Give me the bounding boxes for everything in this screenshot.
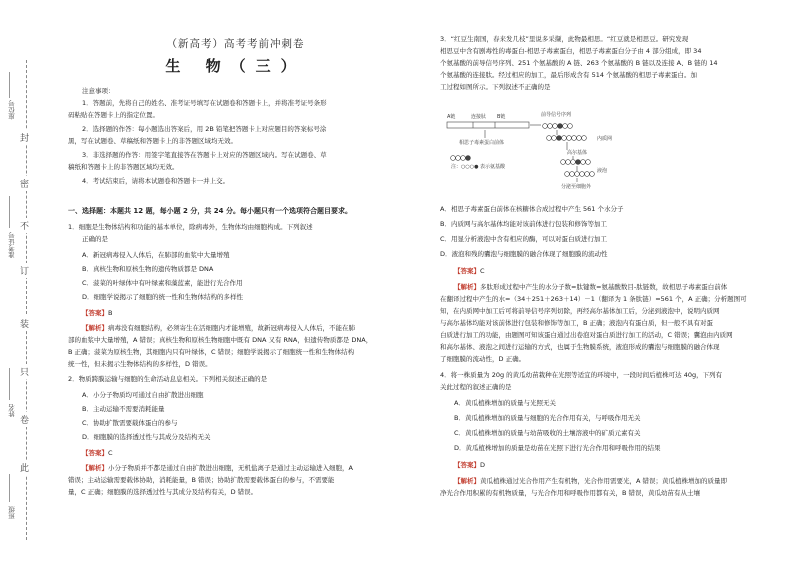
q3-option-d: D．液泡和残的囊泡与细胞膜的融合体现了细胞膜的流动性	[440, 250, 608, 258]
analysis-label: 【解析】	[454, 477, 480, 485]
q1-option-a: A．新冠病毒侵入人体后，在肺部的血浆中大量增殖	[82, 251, 230, 259]
q1-stem-line: 1．细胞是生物体结构和功能的基本单位，除病毒外，生物体均由细胞构成。下列叙述	[68, 223, 313, 231]
class-blank	[9, 474, 10, 502]
notes-title: 注意事项：	[82, 87, 115, 95]
binding-char-only: 只	[20, 364, 29, 379]
answer-label: 【答案】	[82, 449, 108, 457]
q3-processing-diagram	[445, 110, 645, 192]
label-precursor: 相思子毒素蛋白前体	[459, 140, 505, 146]
analysis-text: 小分子物质并不都是通过自由扩散进出细胞，无机盐离子是通过主动运输进入细胞，A	[108, 464, 353, 472]
q1-analysis-line: 统一性，但未揭示生物体结构的多样性，D 错误。	[68, 360, 212, 368]
q1-answer	[68, 308, 112, 320]
binding-char-secret: 密	[20, 176, 29, 191]
q3-option-b: B．内质网与高尔基体均能对该前体进行包装和修饰等加工	[440, 220, 607, 228]
admission-number-blank	[9, 196, 10, 228]
q2-option-b: B．主动运输不需要消耗能量	[82, 405, 165, 413]
q4-analysis-line: 净光合作用积累的有机物质量，与光合作用和呼吸作用都有关，B 错误，黄瓜幼苗有从土壤	[440, 489, 701, 497]
q1-analysis-line	[68, 323, 355, 335]
note-line: 稿纸和答题卡上的非答题区域均无效。	[68, 163, 179, 171]
note-line: 4．考试结束后，请将本试题卷和答题卡一并上交。	[82, 177, 230, 185]
q2-option-d: D．细胞膜的选择透过性与其成分及结构无关	[82, 433, 211, 441]
note-line: 码粘贴在答题卡上的指定位置。	[68, 111, 159, 119]
label-leader-seq: 前导信号序列	[541, 112, 572, 118]
label-vacuole: 液泡	[597, 168, 608, 174]
amino-acid-circle	[543, 124, 548, 129]
q4-answer	[440, 460, 485, 472]
label-a-chain: A链	[447, 114, 456, 120]
q1-option-c: C．菠菜的叶绿体中有叶绿素和藻蓝素，能进行光合作用	[82, 279, 243, 287]
diagram-legend: 注：○○○● 表示氨基酸	[451, 164, 506, 170]
q2-analysis-line: 错误；主动运输需要载体协助，消耗能量，B 错误；协助扩散需要载体蛋白的参与，不需要能	[68, 476, 335, 484]
label-er: 内质网	[597, 136, 613, 142]
subject-title: 生 物（三）	[165, 57, 306, 75]
label-b-chain: B链	[497, 114, 506, 120]
analysis-label: 【解析】	[82, 324, 108, 332]
q1-analysis-line: B 正确；菠菜为原核生物，其细胞内只有叶绿体，C 错误；细胞学说揭示了细胞统一性和生物体结构	[68, 348, 355, 356]
binding-char-order: 订	[20, 263, 29, 278]
q3-analysis-line: 在翻译过程中产生的水=（34＋251＋263＋14）－1（翻译为 1 条肽链）=561 个，A 正确；分析题图可	[440, 295, 747, 303]
q3-analysis-line: 了细胞膜的流动性，D 正确。	[440, 355, 526, 363]
q3-analysis-line: 白质进行加工的功能，由题图可知该蛋白通过出卷泡对蛋白质进行加工的活动，C 错误；囊泡由内质网	[440, 331, 733, 339]
q3-stem-line: 工过程如图所示。下列叙述不正确的是	[440, 83, 551, 91]
note-line: 3．非选择题的作答：用签字笔直接答在答题卡上对应的答题区域内。写在试题卷、草	[82, 151, 327, 159]
answer-value: D	[480, 461, 486, 469]
analysis-label: 【解析】	[82, 464, 108, 472]
q2-answer	[68, 448, 113, 460]
q2-stem: 2．物质跨膜运输与细胞的生命活动息息相关。下列相关叙述正确的是	[68, 375, 268, 383]
label-secretion: 分泌至细胞外	[561, 184, 592, 190]
q3-analysis-line: 和高尔基体、液泡之间进行运输的方式，也属于生物膜系统，液泡形成的囊泡与细胞膜的融合体现	[440, 343, 720, 351]
q3-option-c: C．用显分析液泡中含有相应的酶，可以对蛋白质进行加工	[440, 235, 608, 243]
q4-option-b: B．黄瓜植株增加的质量与细胞的光合作用有关，与呼吸作用无关	[454, 414, 641, 422]
answer-value: C	[108, 449, 113, 457]
seat-number-label: 座位号	[8, 100, 16, 120]
class-label: 班级	[8, 506, 16, 519]
label-linker: 连接肽	[471, 114, 487, 120]
binding-char-seal: 封	[20, 130, 29, 145]
exam-header: （新高考）高考考前冲刺卷	[166, 38, 305, 50]
q3-stem-line: 相思豆中含有剧毒性的毒蛋白-相思子毒素蛋白，相思子毒素蛋白分子由 4 部分组成，即 34	[440, 47, 702, 55]
analysis-label: 【解析】	[454, 283, 480, 291]
name-label: 姓名	[8, 404, 16, 417]
q3-analysis-line: 知，在内质网中加工后可将前导信号序列切除，再经高尔基体加工后，分泌到液泡中，说明内质网	[440, 307, 720, 315]
q1-option-b: B．真核生物和原核生物的遗传物质都是 DNA	[82, 265, 214, 273]
note-line: 1．答题前，先将自己的姓名、准考证号填写在试题卷和答题卡上，并将准考证号条形	[82, 99, 327, 107]
q3-analysis-line: 与高尔基体均能对该前体进行包装和修饰等加工，B 正确；液泡内有蛋白质，但一般不具有对蛋	[440, 319, 714, 327]
q3-answer	[440, 266, 485, 278]
q3-stem-line: 个氨基酸的连接肽。经过相应的加工，最后形成含有 514 个氨基酸的相思子毒素蛋白。加	[440, 71, 698, 79]
analysis-text: 多肽形成过程中产生的水分子数=肽键数=氨基酸数目-肽链数，故相思子毒素蛋白前体	[480, 283, 728, 291]
q2-option-a: A．小分子物质均可通过自由扩散进出细胞	[82, 391, 204, 399]
q1-option-d: D．细胞学说揭示了细胞的统一性和生物体结构的多样性	[82, 293, 244, 301]
q3-stem-line: 个氨基酸的前导信号序列、251 个氨基酸的 A 链、263 个氨基酸的 B 链以及连接 A、B 链的 14	[440, 59, 718, 67]
name-blank	[9, 368, 10, 400]
note-line: 2．选择题的作答：每小题选出答案后，用 2B 铅笔把答题卡上对应题目的答案标号涂	[82, 125, 327, 133]
seat-number-blank	[9, 72, 10, 98]
binding-char-this: 此	[20, 460, 29, 475]
analysis-text: 病毒没有细胞结构，必须寄生在活细胞内才能增殖，故新冠病毒侵入人体后，不能在肺	[108, 324, 355, 332]
q3-analysis-line	[440, 282, 727, 294]
q3-stem-line: 3．“红豆生南国，春来发几枝”里说多采撷，此物最相思。“红豆就是相思豆。研究发现	[440, 35, 689, 43]
answer-value: B	[108, 309, 113, 317]
q2-option-c: C．协助扩散需要载体蛋白的参与	[82, 419, 178, 427]
q2-analysis-line	[68, 463, 353, 475]
q4-option-a: A．黄瓜植株增加的质量与光照无关	[454, 399, 556, 407]
precursor-bar	[447, 122, 529, 128]
binding-char-bind: 装	[20, 316, 29, 331]
answer-value: C	[480, 267, 485, 275]
note-line: 黑，写在试题卷、草稿纸和答题卡上的非答题区域均无效。	[68, 137, 237, 145]
label-golgi: 高尔基体	[567, 150, 588, 156]
q4-option-d: D．黄瓜植株增加的质量是幼苗在光照下进行光合作用和呼吸作用的结果	[454, 444, 661, 452]
q4-stem-line: 关此过程的叙述正确的是	[440, 383, 512, 391]
q1-stem-line: 正确的是	[82, 235, 108, 243]
admission-number-label: 准考证号	[8, 232, 16, 258]
answer-label: 【答案】	[82, 309, 108, 317]
analysis-text: 黄瓜植株通过光合作用产生有机物，光合作用需要光，A 错误；黄瓜植株增加的质量即	[480, 477, 728, 485]
q3-option-a: A．相思子毒素蛋白前体在核糖体合成过程中产生 561 个水分子	[440, 205, 624, 213]
binding-char-volume: 卷	[20, 412, 29, 427]
q1-analysis-line: 部的血浆中大量增殖，A 错误；真核生物和原核生物细胞中既有 DNA 又有 RNA，但遗传物质都是 DNA，	[68, 336, 373, 344]
q2-analysis-line: 量，C 正确；细胞膜的选择透过性与其成分及结构有关，D 错误。	[68, 488, 258, 496]
q4-option-c: C．黄瓜植株增加的质量与幼苗吸收的土壤溶液中的矿质元素有关	[454, 429, 641, 437]
q4-analysis-line	[440, 476, 727, 488]
q4-stem-line: 4．将一株质量为 20g 的黄瓜幼苗栽种在光照等适宜的环境中，一段时间后植株可达 40g，下列有	[440, 371, 723, 379]
answer-label: 【答案】	[454, 267, 480, 275]
binding-margin	[0, 0, 40, 562]
binding-char-not: 不	[20, 218, 29, 233]
section-heading: 一、选择题：本题共 12 题，每小题 2 分，共 24 分。每小题只有一个选项符合题目要求。	[68, 207, 352, 215]
answer-label: 【答案】	[454, 461, 480, 469]
